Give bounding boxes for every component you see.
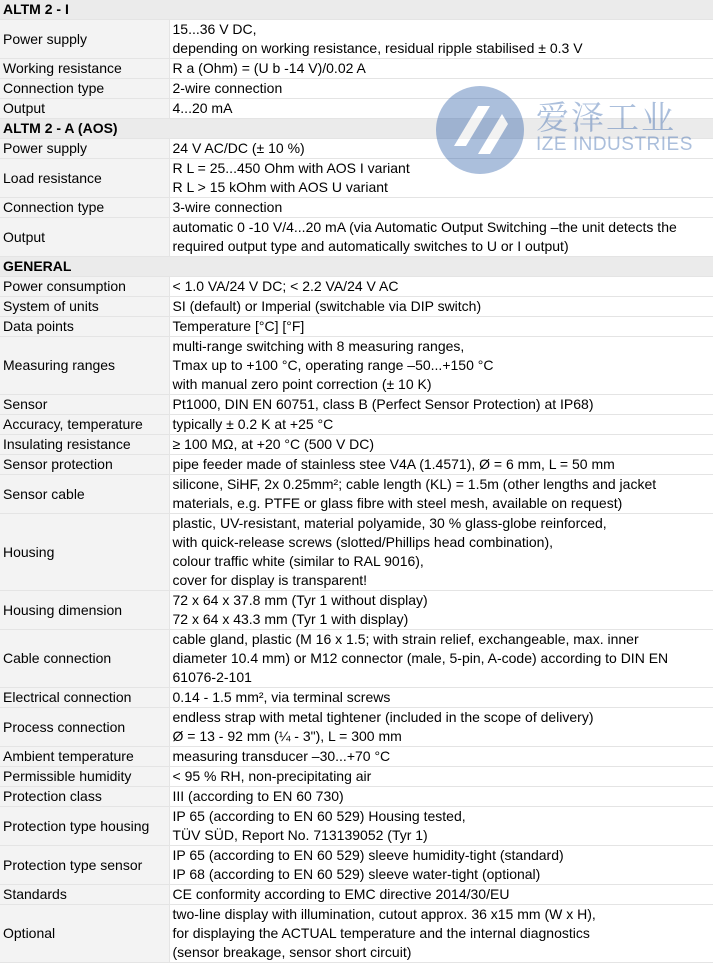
spec-value-line: R a (Ohm) = (U b -14 V)/0.02 A (172, 60, 366, 76)
spec-value (169, 767, 713, 787)
spec-row (0, 99, 713, 119)
spec-row (0, 455, 713, 475)
spec-label: Connection type (0, 198, 169, 218)
spec-value-line: IP 68 (according to EN 60 529) sleeve water-tight (optional) (172, 866, 541, 882)
spec-value-line: cover for display is transparent! (172, 572, 368, 588)
spec-value-line: Tmax up to +100 °C, operating range –50...+150 °C (172, 357, 494, 373)
spec-value-line: diameter 10.4 mm) or M12 connector (male, 5-pin, A-code) according to DIN EN (172, 650, 669, 666)
spec-value-line: cable gland, plastic (M 16 x 1.5; with strain relief, exchangeable, max. inner (172, 631, 639, 647)
spec-value (169, 20, 713, 59)
spec-label: Protection class (0, 787, 169, 807)
spec-value-line: two-line display with illumination, cutout approx. 36 x15 mm (W x H), (172, 906, 596, 922)
spec-row (0, 59, 713, 79)
spec-value-line: 72 x 64 x 43.3 mm (Tyr 1 with display) (172, 611, 409, 627)
spec-row (0, 905, 713, 963)
spec-row (0, 475, 713, 514)
spec-value-line: 2-wire connection (172, 80, 283, 96)
spec-value-line: ≥ 100 MΩ, at +20 °C (500 V DC) (172, 436, 375, 452)
spec-value-line: Ø = 13 - 92 mm (¼ - 3"), L = 300 mm (172, 728, 402, 744)
spec-value (169, 747, 713, 767)
spec-value-line: required output type and automatically switches to U or I output) (172, 238, 569, 254)
spec-label: Insulating resistance (0, 435, 169, 455)
spec-label: Sensor cable (0, 475, 169, 514)
spec-label: Sensor (0, 395, 169, 415)
spec-value-line: for displaying the ACTUAL temperature and the internal diagnostics (172, 925, 590, 941)
spec-value (169, 337, 713, 395)
spec-row (0, 337, 713, 395)
section-header (0, 257, 713, 277)
spec-label: Output (0, 218, 169, 257)
spec-value (169, 395, 713, 415)
spec-label: Electrical connection (0, 688, 169, 708)
spec-label: Load resistance (0, 159, 169, 198)
spec-value (169, 317, 713, 337)
spec-value-line: endless strap with metal tightener (included in the scope of delivery) (172, 709, 594, 725)
spec-row (0, 885, 713, 905)
spec-value-line: 3-wire connection (172, 199, 283, 215)
spec-value-line: R L = 25...450 Ohm with AOS I variant (172, 160, 410, 176)
spec-value (169, 79, 713, 99)
spec-value-line: IP 65 (according to EN 60 529) sleeve humidity-tight (standard) (172, 847, 564, 863)
spec-value-line: TÜV SÜD, Report No. 713139052 (Tyr 1) (172, 827, 428, 843)
spec-value (169, 159, 713, 198)
section-title: GENERAL (0, 257, 713, 277)
watermark-brand-en: IZE INDUSTRIES (536, 134, 693, 155)
spec-value (169, 139, 713, 159)
spec-row (0, 159, 713, 198)
spec-label: Data points (0, 317, 169, 337)
spec-label: Sensor protection (0, 455, 169, 475)
spec-row (0, 688, 713, 708)
spec-row (0, 846, 713, 885)
spec-value-line: < 95 % RH, non-precipitating air (172, 768, 372, 784)
spec-value (169, 885, 713, 905)
spec-value (169, 475, 713, 514)
spec-value (169, 218, 713, 257)
spec-value (169, 99, 713, 119)
spec-label: Standards (0, 885, 169, 905)
spec-value-line: 15...36 V DC, (172, 21, 257, 37)
section-header (0, 0, 713, 20)
spec-value-line: III (according to EN 60 730) (172, 788, 344, 804)
spec-value-line: CE conformity according to EMC directive 2014/30/EU (172, 886, 510, 902)
spec-value-line: R L > 15 kOhm with AOS U variant (172, 179, 388, 195)
spec-label: Working resistance (0, 59, 169, 79)
spec-value-line: measuring transducer –30...+70 °C (172, 748, 391, 764)
spec-value-line: SI (default) or Imperial (switchable via DIP switch) (172, 298, 482, 314)
spec-row (0, 767, 713, 787)
spec-label: Connection type (0, 79, 169, 99)
spec-row (0, 591, 713, 630)
spec-row (0, 139, 713, 159)
spec-label: Housing (0, 514, 169, 591)
spec-value-line: multi-range switching with 8 measuring ranges, (172, 338, 465, 354)
spec-value-line: colour traffic white (similar to RAL 9016), (172, 553, 424, 569)
spec-row (0, 435, 713, 455)
spec-row (0, 198, 713, 218)
spec-row (0, 317, 713, 337)
spec-value (169, 591, 713, 630)
spec-value (169, 905, 713, 963)
spec-value-line: depending on working resistance, residual ripple stabilised ± 0.3 V (172, 40, 583, 56)
spec-row (0, 395, 713, 415)
spec-label: Power supply (0, 20, 169, 59)
spec-row (0, 747, 713, 767)
spec-value-line: 72 x 64 x 37.8 mm (Tyr 1 without display) (172, 592, 428, 608)
spec-label: Power consumption (0, 277, 169, 297)
spec-value (169, 688, 713, 708)
spec-label: Protection type housing (0, 807, 169, 846)
spec-value (169, 435, 713, 455)
spec-value (169, 708, 713, 747)
spec-value-line: < 1.0 VA/24 V DC; < 2.2 VA/24 V AC (172, 278, 399, 294)
section-title: ALTM 2 - I (0, 0, 713, 20)
spec-row (0, 787, 713, 807)
spec-value (169, 198, 713, 218)
spec-label: Protection type sensor (0, 846, 169, 885)
spec-value (169, 415, 713, 435)
spec-value-line: silicone, SiHF, 2x 0.25mm²; cable length (KL) = 1.5m (other lengths and jacket (172, 476, 657, 492)
spec-label: Output (0, 99, 169, 119)
spec-value-line: Pt1000, DIN EN 60751, class B (Perfect Sensor Protection) at IP68) (172, 396, 594, 412)
spec-value (169, 277, 713, 297)
spec-value (169, 630, 713, 688)
spec-label: Housing dimension (0, 591, 169, 630)
spec-value (169, 297, 713, 317)
watermark-brand-cn: 爱泽工业 (536, 98, 676, 137)
spec-value-line: with quick-release screws (slotted/Phillips head combination), (172, 534, 554, 550)
spec-label: Permissible humidity (0, 767, 169, 787)
spec-value (169, 846, 713, 885)
spec-row (0, 218, 713, 257)
spec-value-line: 4...20 mA (172, 100, 233, 116)
spec-label: Measuring ranges (0, 337, 169, 395)
spec-value-line: (sensor breakage, sensor short circuit) (172, 944, 412, 960)
spec-value-line: pipe feeder made of stainless stee V4A (1.4571), Ø = 6 mm, L = 50 mm (172, 456, 615, 472)
section-header (0, 119, 713, 139)
spec-row (0, 514, 713, 591)
spec-value-line: 24 V AC/DC (± 10 %) (172, 140, 305, 156)
spec-label: Ambient temperature (0, 747, 169, 767)
spec-row (0, 277, 713, 297)
spec-label: Power supply (0, 139, 169, 159)
spec-value-line: Temperature [°C] [°F] (172, 318, 305, 334)
spec-label: Process connection (0, 708, 169, 747)
spec-row (0, 807, 713, 846)
spec-value-line: materials, e.g. PTFE or glass fibre with steel mesh, available on request) (172, 495, 623, 511)
spec-label: Optional (0, 905, 169, 963)
spec-value-line: plastic, UV-resistant, material polyamide, 30 % glass-globe reinforced, (172, 515, 607, 531)
section-title: ALTM 2 - A (AOS) (0, 119, 713, 139)
spec-label: System of units (0, 297, 169, 317)
spec-value (169, 807, 713, 846)
spec-row (0, 79, 713, 99)
spec-value-line: typically ± 0.2 K at +25 °C (172, 416, 334, 432)
spec-label: Accuracy, temperature (0, 415, 169, 435)
spec-row (0, 20, 713, 59)
spec-value-line: IP 65 (according to EN 60 529) Housing tested, (172, 808, 466, 824)
spec-value-line: 61076-2-101 (172, 669, 252, 685)
spec-value (169, 59, 713, 79)
spec-value-line: with manual zero point correction (± 10 K) (172, 376, 432, 392)
spec-row (0, 415, 713, 435)
spec-row (0, 630, 713, 688)
spec-value (169, 514, 713, 591)
spec-row (0, 297, 713, 317)
spec-value (169, 787, 713, 807)
spec-value (169, 455, 713, 475)
spec-label: Cable connection (0, 630, 169, 688)
spec-row (0, 708, 713, 747)
spec-value-line: 0.14 - 1.5 mm², via terminal screws (172, 689, 391, 705)
spec-value-line: automatic 0 -10 V/4...20 mA (via Automatic Output Switching –the unit detects the (172, 219, 677, 235)
